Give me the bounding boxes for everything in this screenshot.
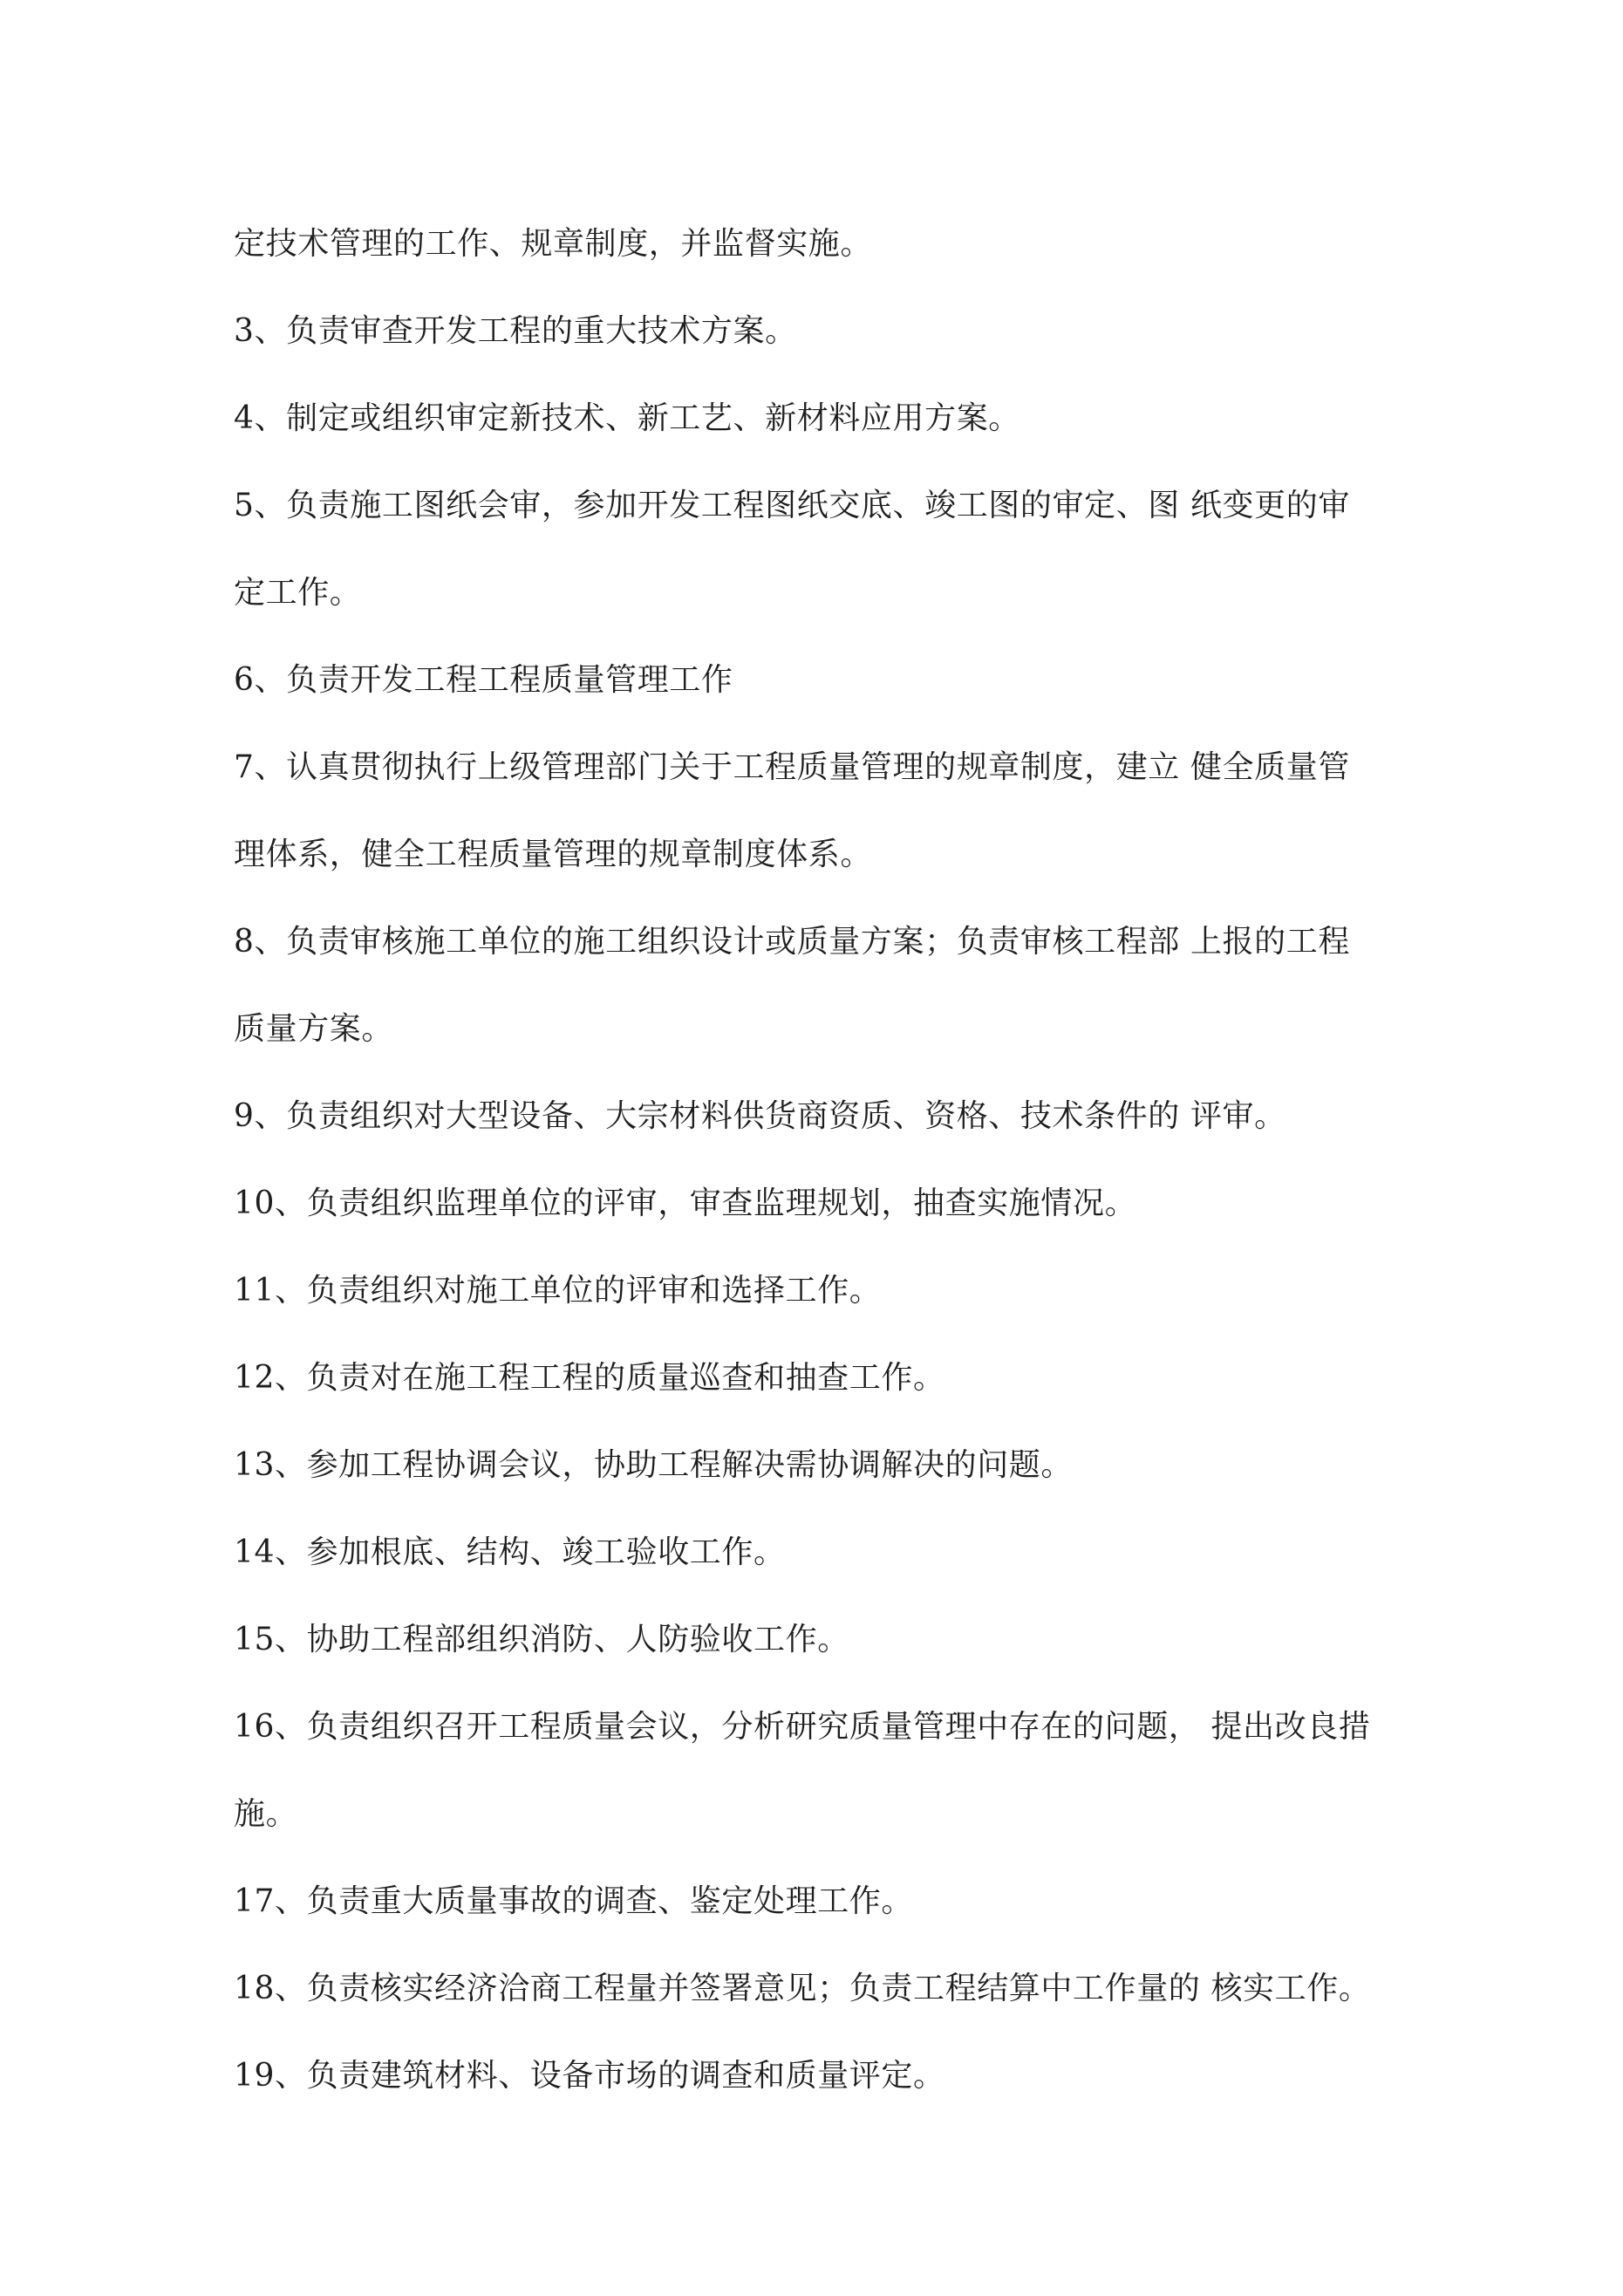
text-line: 12、负责对在施工程工程的质量巡查和抽查工作。: [234, 1360, 945, 1396]
text-line: 4、制定或组织审定新技术、新工艺、新材料应用方案。: [234, 400, 1020, 436]
text-line: 理体系，健全工程质量管理的规章制度体系。: [234, 837, 873, 872]
text-line: 6、负责开发工程工程质量管理工作: [234, 662, 733, 698]
text-line: 7、认真贯彻执行上级管理部门关于工程质量管理的规章制度，建立 健全质量管: [234, 749, 1350, 785]
text-line: 定技术管理的工作、规章制度，并监督实施。: [234, 226, 873, 262]
text-line: 14、参加根底、结构、竣工验收工作。: [234, 1534, 786, 1570]
text-line: 16、负责组织召开工程质量会议，分析研究质量管理中存在的问题， 提出改良措: [234, 1709, 1371, 1745]
text-line: 质量方案。: [234, 1011, 394, 1047]
text-line: 3、负责审查开发工程的重大技术方案。: [234, 313, 797, 349]
text-line: 10、负责组织监理单位的评审，审查监理规划，抽查实施情况。: [234, 1186, 1137, 1221]
text-line: 17、负责重大质量事故的调查、鉴定处理工作。: [234, 1883, 914, 1919]
text-line: 9、负责组织对大型设备、大宗材料供货商资质、资格、技术条件的 评审。: [234, 1098, 1286, 1134]
text-line: 13、参加工程协调会议，协助工程解决需协调解决的问题。: [234, 1447, 1074, 1483]
text-line: 15、协助工程部组织消防、人防验收工作。: [234, 1622, 849, 1657]
text-line: 8、负责审核施工单位的施工组织设计或质量方案；负责审核工程部 上报的工程: [234, 924, 1350, 960]
text-line: 5、负责施工图纸会审，参加开发工程图纸交底、竣工图的审定、图 纸变更的审: [234, 488, 1350, 523]
text-line: 19、负责建筑材料、设备市场的调查和质量评定。: [234, 2058, 945, 2094]
text-line: 定工作。: [234, 575, 362, 611]
text-line: 施。: [234, 1796, 298, 1832]
text-line: 11、负责组织对施工单位的评审和选择工作。: [234, 1273, 882, 1309]
text-line: 18、负责核实经济洽商工程量并签署意见；负责工程结算中工作量的 核实工作。: [234, 1971, 1371, 2006]
